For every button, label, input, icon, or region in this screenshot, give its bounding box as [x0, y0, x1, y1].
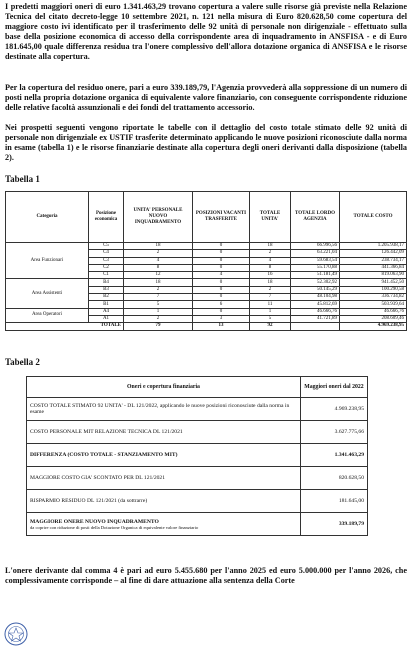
- row-label: [27, 513, 301, 536]
- header-maggiori-oneri: Maggiori oneri dal 2022: [301, 377, 368, 398]
- table-cell: 63.221,04: [291, 250, 340, 257]
- table-cell: 238.734,17: [340, 257, 407, 264]
- table-cell: 8: [124, 264, 193, 271]
- table-cell: 100.290,58: [340, 286, 407, 293]
- category-cell: Area Operatori: [6, 308, 89, 323]
- emblem-icon: [4, 622, 28, 646]
- paragraph-coverage: I predetti maggiori oneri di euro 1.341.463,29 trovano copertura a valere sulle risorse già previste nella Relazione Tecnica del citato decreto-legge 10 settembre 2021, n. 121 nella misura di Euro 820.628,50 come copertura del maggiore costo ivi identificato per il trasferimento delle 92 unità di personale non dirigenziale - effettuato sulla base della posizione economica di accesso della corrispondente area di inquadramento in ANSFISA - e di Euro 181.645,00 quale differenza residua tra l'onere complessivo dell'allora dotazione organica di ANSFISA e le risorse destinate alla copertura.: [5, 2, 407, 61]
- table-cell: 59.683,54: [291, 257, 340, 264]
- header-categoria: Categoria: [6, 192, 89, 243]
- table-cell: 46.666,76: [340, 308, 407, 315]
- table-cell: 46.666,76: [291, 308, 340, 315]
- table-cell: 6: [193, 301, 250, 308]
- total-cell: 13: [193, 323, 250, 330]
- table-cell: 2: [124, 286, 193, 293]
- table-cell: 1: [124, 308, 193, 315]
- row-value: 4.969.238,95: [301, 398, 368, 421]
- table-row: [6, 308, 407, 315]
- row-label: [27, 467, 301, 490]
- table-cell: 2: [250, 286, 291, 293]
- table-row: [27, 398, 368, 421]
- table-cell: 208.609,46: [340, 315, 407, 322]
- total-cell: TOTALE: [6, 323, 124, 330]
- table1: [5, 191, 407, 331]
- paragraph-comma4: L'onere derivante dal comma 4 è pari ad euro 5.455.680 per l'anno 2025 ed euro 5.000.000 per l'anno 2026, che complessivamente corrisponde – al fine di dare attuazione alla sentenza della Corte: [5, 566, 407, 585]
- table-cell: 18: [124, 279, 193, 286]
- table-cell: 7: [124, 294, 193, 301]
- table-cell: 16: [250, 272, 291, 279]
- row-label-text: DIFFERENZA (COSTO TOTALE - STANZIAMENTO MIT): [30, 452, 178, 458]
- row-value: 1.341.463,29: [301, 444, 368, 467]
- table-cell: 941.452,50: [340, 279, 407, 286]
- table-row: [27, 467, 368, 490]
- table-cell: 0: [193, 264, 250, 271]
- table-row: [6, 279, 407, 286]
- table-cell: 66.996,56: [291, 243, 340, 250]
- table-row: [27, 490, 368, 513]
- table-cell: A1: [89, 315, 124, 322]
- table2-title: Tabella 2: [5, 357, 40, 367]
- table-cell: 1.205.938,17: [340, 243, 407, 250]
- table-cell: 0: [193, 279, 250, 286]
- table-cell: 4: [193, 272, 250, 279]
- table-cell: 11: [250, 301, 291, 308]
- table-cell: C4: [89, 250, 124, 257]
- header-unita-personale: UNITA' PERSONALE NUOVO INQUADRAMENTO: [124, 192, 193, 243]
- table-cell: C2: [89, 264, 124, 271]
- header-posizione: Posizione economica: [89, 192, 124, 243]
- table-cell: 819.063,90: [340, 272, 407, 279]
- table-cell: 52.302,92: [291, 279, 340, 286]
- table-cell: 2: [250, 250, 291, 257]
- table-cell: 5: [124, 301, 193, 308]
- header-totale-lordo: TOTALE LORDO AGENZIA: [291, 192, 340, 243]
- table-cell: 18: [250, 243, 291, 250]
- paragraph-residual: Per la copertura del residuo onere, pari a euro 339.189,79, l'Agenzia provvederà alla soppressione di un numero di posti nella propria dotazione organica di equivalente valore finanziario, con conseguente corrispondente riduzione delle relative facoltà assunzionali e dei fondi del trattamento accessorio.: [5, 83, 407, 112]
- table-cell: 45.812,69: [291, 301, 340, 308]
- table-cell: 18: [124, 243, 193, 250]
- table-row: [27, 444, 368, 467]
- table-cell: 50.145,29: [291, 286, 340, 293]
- table-cell: 2: [124, 250, 193, 257]
- table2: [26, 376, 368, 536]
- row-note: da coprire con riduzione di posti della Dotazione Organica di equivalente valore finanziario: [30, 524, 199, 530]
- table-cell: 0: [193, 294, 250, 301]
- table-row: [6, 243, 407, 250]
- table-cell: 336.734,82: [340, 294, 407, 301]
- row-label-text: RISPARMIO RESIDUO DL 121/2021 (da sottrarre): [30, 498, 148, 504]
- category-cell: Area Funzionari: [6, 243, 89, 279]
- table-cell: 55.170,88: [291, 264, 340, 271]
- table-cell: 0: [193, 243, 250, 250]
- table2-header-row: [27, 377, 368, 398]
- table-cell: 4: [124, 257, 193, 264]
- category-cell: Area Assistenti: [6, 279, 89, 308]
- table-cell: B2: [89, 294, 124, 301]
- table-cell: 1: [250, 308, 291, 315]
- row-label: [27, 421, 301, 444]
- table-cell: 4: [250, 257, 291, 264]
- table-cell: 8: [250, 264, 291, 271]
- table1-body: [6, 243, 407, 331]
- table-cell: 0: [193, 257, 250, 264]
- total-cell: [291, 323, 340, 330]
- table-cell: 18: [250, 279, 291, 286]
- paragraph-tables-intro: Nei prospetti seguenti vengono riportate le tabelle con il dettaglio del costo totale stimato delle 92 unità di personale non dirigenziale ex USTIF trasferite determinato applicando le nuove posizioni riconosciute dalla norma in esame (tabella 1) e le risorse finanziarie destinate alla copertura degli oneri derivanti dalla disposizione (tabella 2).: [5, 123, 407, 162]
- header-totale-costo: TOTALE COSTO: [340, 192, 407, 243]
- table2-body: [27, 398, 368, 536]
- row-value: 3.627.775,66: [301, 421, 368, 444]
- table1-header-row: [6, 192, 407, 243]
- table-cell: 48.104,98: [291, 294, 340, 301]
- table-cell: 51.181,49: [291, 272, 340, 279]
- row-value: 339.189,79: [301, 513, 368, 536]
- table-cell: 5: [250, 315, 291, 322]
- table-row: [27, 513, 368, 536]
- table-cell: 0: [193, 308, 250, 315]
- table1-title: Tabella 1: [5, 174, 40, 184]
- table-cell: C1: [89, 272, 124, 279]
- row-label-text: MAGGIORE COSTO GIA' SCONTATO PER DL 121/2021: [30, 475, 166, 481]
- table-cell: 3: [193, 315, 250, 322]
- table-cell: 0: [193, 286, 250, 293]
- table-cell: B1: [89, 301, 124, 308]
- table-cell: 0: [193, 250, 250, 257]
- row-value: 181.645,00: [301, 490, 368, 513]
- total-cell: 4.969.238,95: [340, 323, 407, 330]
- table-cell: C3: [89, 257, 124, 264]
- row-label-text: MAGGIORE ONERE NUOVO INQUADRAMENTO: [30, 518, 159, 525]
- total-row: [6, 323, 407, 330]
- header-totale-unita: TOTALE UNITA': [250, 192, 291, 243]
- table-cell: 503.939,64: [340, 301, 407, 308]
- table-row: [27, 421, 368, 444]
- row-label: [27, 490, 301, 513]
- header-posizioni-vacanti: POSIZIONI VACANTI TRASFERITE: [193, 192, 250, 243]
- table-cell: B3: [89, 286, 124, 293]
- table-cell: 2: [124, 315, 193, 322]
- header-oneri: Oneri e copertura finanziaria: [27, 377, 301, 398]
- total-cell: 92: [250, 323, 291, 330]
- table-cell: A4: [89, 308, 124, 315]
- row-label: [27, 398, 301, 421]
- table-cell: 7: [250, 294, 291, 301]
- table-cell: C5: [89, 243, 124, 250]
- row-label-text: COSTO PERSONALE MIT RELAZIONE TECNICA DL 121/2021: [30, 429, 183, 435]
- table-cell: B4: [89, 279, 124, 286]
- row-label-text: COSTO TOTALE STIMATO 92 UNITA' - DL 121/2022, applicando le nuove posizioni riconosciute dalla norma in esame: [30, 403, 290, 415]
- total-cell: 79: [124, 323, 193, 330]
- row-value: 820.628,50: [301, 467, 368, 490]
- table-cell: 12: [124, 272, 193, 279]
- table-cell: 126.442,09: [340, 250, 407, 257]
- row-label: [27, 444, 301, 467]
- table-cell: 41.721,89: [291, 315, 340, 322]
- table-cell: 441.366,84: [340, 264, 407, 271]
